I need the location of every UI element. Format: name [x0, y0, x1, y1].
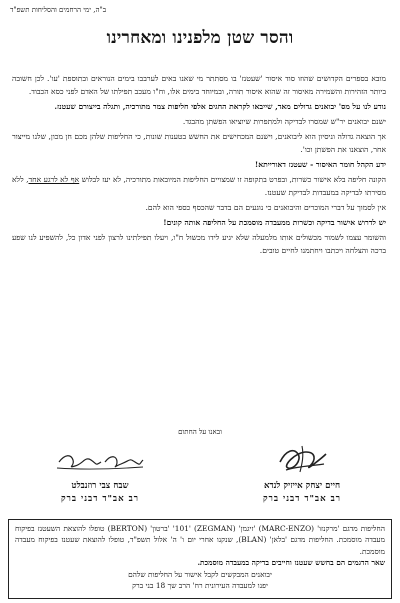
- notice-importers-line: יבואנים המבקשים לקבל אישור על החליפות שלהם: [128, 569, 272, 579]
- paragraph-sellers-caution: אין לסמוך על דברי המוכרים והיבואנים כי נוגעים הם בדבר שהכסף כספי הוא להם.: [145, 203, 386, 212]
- signer-left-role: רב אב"ד דבני ברק: [61, 494, 139, 504]
- paragraph-claims: אך הוצאה גדולה וניסיון הוא ליבואנים, וישנם המכחישים את החשש בטענות שונות, כי החליפות שלהן מכם חן מכון, שלנו מייצור אחר, הוצאנו את הפשתן וכו'.: [12, 132, 386, 154]
- paragraph-buyer-instruction: [12, 173, 386, 199]
- underlined-phrase: אף לא לרגע אחד: [28, 175, 80, 184]
- signer-right-name: חיים יצחק אייזיק לנדא: [263, 481, 341, 491]
- buyer-instruction-start: הקונה חליפה בלא אישור כשרות, ובפרט בתקופה זו שמצויים החליפות המיובאות מתורכיה, לא יעז לבלוש: [79, 175, 386, 184]
- notice-approved-models: החליפות מדגם 'מרקנזו' (MARC-ENZO) 'זיגמן' (ZEGMAN) '101' 'ברטון' (BERTON) טופלו להוצאת השעטנז בפיקוח מעבדה מוסמכת. החליפות מדגם 'בלאן' (BLAN), שנקנו אחרי יום ו' ה' אלול תשפ"ד, טופלו להוצאת שעטנז בפיקוח מעבדה מוסמכת.: [15, 524, 385, 556]
- signer-right-role: רב אב"ד דבני ברק: [263, 494, 341, 504]
- letter-body: [12, 72, 386, 259]
- signer-left-name: שבח צבי רוזנבלט: [71, 481, 129, 491]
- header-date-note: ב"ה, ימי הרחמים והסליחות תשפ"ד: [10, 6, 107, 14]
- paragraph-certification-demand: יש לדרוש אישור בדיקה וכשרות ממעבדה מוסמכת על החליפה אותה קונים!: [163, 218, 386, 227]
- paragraph-warning: נודע לנו על מס' יבואנים גדולים מאד, שייבאו לקראת החגים אלפי חליפות צמר מתורכיה, ותגלה בייצורם שעטנז.: [54, 102, 386, 111]
- notice-lab-address: יפנו למעבדה העירונית רח' הרב שך 18 בני ברק: [132, 581, 268, 591]
- buyer-instruction-end: , ללא מסירתו לבדיקה במעבדות לבדיקת שעטנז.: [12, 175, 386, 197]
- signature-intro: ובאנו על החתום: [178, 428, 222, 436]
- signature-block-right: [232, 440, 372, 504]
- paragraph-emphasis: ידע הקהל חומר האיסור - שעטנז דאורייתא!: [254, 160, 386, 169]
- paragraph-importers: ישנם יבואנים יר"ש שמסרו לבדיקה ולמתפרות שיוציאו הפשתן מהבגד.: [182, 117, 386, 126]
- handwritten-signature-right: [272, 440, 332, 478]
- notice-other-models-warning: שאר הדגמים הם בחשש שעטנז וחייבים בדיקה במעבדה מוסמכת.: [197, 558, 385, 568]
- signature-block-left: [30, 440, 170, 504]
- paragraph-blessing: והשומר עצמו לשמור מכשולים אותו מלמעלה שלא יגיע לידו מכשול ח"ו, ויעלו תפילתינו לרצון לפני אדון כל, להשפיע לנו שפע ברכה והצלחה ויכתבו ויחתמנו לחיים טובים.: [12, 233, 386, 255]
- paragraph-intro: מובא בספרים הקדושים שהוזו סוד איסור 'שעטנז' בו מסתתר מי שאנו באים לערבבו בימים הנוראים ובתוספת 'עו'. לכן חשובה ביותר הזהירות והשמירה מאיסור זה שהוא איסור תורה, ובמיוחד בימים אלו, וח"ו מעכב תפילתו של האדם לפני כסא הכבוד.: [12, 74, 386, 96]
- handwritten-signature-left: [55, 440, 145, 478]
- page-title: והסר שטן מלפנינו ומאחרינו: [106, 28, 294, 48]
- approved-models-notice: [8, 519, 392, 599]
